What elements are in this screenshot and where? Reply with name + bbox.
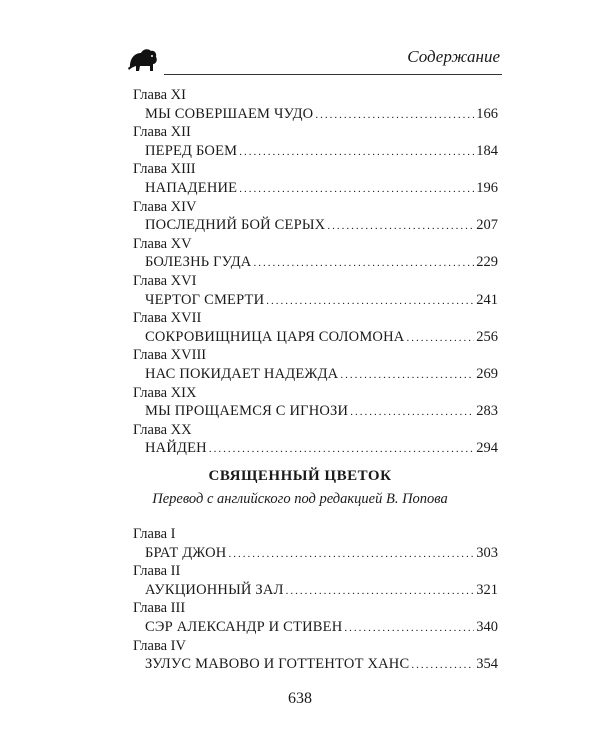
chapter-label: Глава XIII <box>133 161 196 178</box>
chapter-label: Глава XX <box>133 421 192 438</box>
toc-entry <box>133 253 498 272</box>
dot-leader <box>327 217 474 236</box>
entry-page: 166 <box>476 105 498 122</box>
entry-page: 256 <box>476 328 498 345</box>
entry-title: ПОСЛЕДНИЙ БОЙ СЕРЫХ <box>145 217 326 234</box>
entry-page: 241 <box>476 291 498 308</box>
entry-page: 354 <box>476 656 498 673</box>
entry-page: 294 <box>476 440 498 457</box>
chapter-label: Глава XIV <box>133 198 197 215</box>
chapter-label: Глава XI <box>133 87 186 103</box>
dot-leader <box>266 292 474 311</box>
dot-leader <box>344 619 474 638</box>
toc-entry <box>133 618 498 637</box>
entry-title: МЫ СОВЕРШАЕМ ЧУДО <box>145 105 314 122</box>
entry-page: 340 <box>476 618 498 635</box>
section-title: СВЯЩЕННЫЙ ЦВЕТОК <box>208 468 392 484</box>
entry-title: БОЛЕЗНЬ ГУДА <box>145 254 252 271</box>
running-header <box>124 40 502 80</box>
entry-title: СОКРОВИЩНИЦА ЦАРЯ СОЛОМОНА <box>145 328 405 345</box>
dot-leader <box>340 366 474 385</box>
toc-entry <box>133 179 498 198</box>
toc-entry <box>133 402 498 421</box>
dot-leader <box>315 106 474 125</box>
dot-leader <box>411 656 474 675</box>
entry-page: 269 <box>476 365 498 382</box>
entry-title: ЧЕРТОГ СМЕРТИ <box>145 291 265 308</box>
entry-title: АУКЦИОННЫЙ ЗАЛ <box>145 581 284 598</box>
entry-title: ПЕРЕД БОЕМ <box>145 142 238 159</box>
entry-title: НАС ПОКИДАЕТ НАДЕЖДА <box>145 365 339 382</box>
toc-entry <box>133 365 498 384</box>
toc-list-2 <box>133 525 498 674</box>
entry-title: НАЙДЕН <box>145 440 207 457</box>
toc-entry <box>133 655 498 674</box>
chapter-label: Глава XVI <box>133 272 197 289</box>
page-number: 638 <box>288 690 312 707</box>
entry-page: 207 <box>476 217 498 234</box>
toc-entry <box>133 291 498 310</box>
entry-page: 196 <box>476 179 498 196</box>
dot-leader <box>228 545 474 564</box>
chapter-label: Глава IV <box>133 637 186 654</box>
chapter-label: Глава XII <box>133 124 191 141</box>
section-subtitle: Перевод с английского под редакцией В. Попова <box>152 491 448 507</box>
dot-leader <box>239 180 474 199</box>
toc-entry <box>133 581 498 600</box>
entry-title: МЫ ПРОЩАЕМСЯ С ИГНОЗИ <box>145 403 349 420</box>
toc-entry <box>133 439 498 458</box>
entry-page: 321 <box>476 581 498 598</box>
dot-leader <box>239 143 474 162</box>
entry-page: 184 <box>476 142 498 159</box>
dot-leader <box>350 403 474 422</box>
entry-page: 283 <box>476 403 498 420</box>
dot-leader <box>209 440 474 459</box>
chapter-label: Глава XIX <box>133 384 197 401</box>
dot-leader <box>406 329 474 348</box>
header-title: Содержание <box>407 47 500 66</box>
chapter-label: Глава XV <box>133 235 192 252</box>
entry-title: НАПАДЕНИЕ <box>145 179 238 196</box>
chapter-label: Глава XVII <box>133 310 202 327</box>
toc-list-1 <box>133 86 498 458</box>
chapter-label: Глава I <box>133 526 176 542</box>
entry-page: 229 <box>476 254 498 271</box>
chapter-label: Глава III <box>133 600 186 617</box>
entry-title: СЭР АЛЕКСАНДР И СТИВЕН <box>145 618 343 635</box>
header-rule <box>164 74 502 75</box>
toc-entry <box>133 328 498 347</box>
chapter-label: Глава XVIII <box>133 347 207 364</box>
toc-entry <box>133 544 498 563</box>
toc-entry <box>133 216 498 235</box>
dot-leader <box>253 254 474 273</box>
toc-entry <box>133 142 498 161</box>
entry-page: 303 <box>476 544 498 561</box>
entry-title: ЗУЛУС МАВОВО И ГОТТЕНТОТ ХАНС <box>145 656 410 673</box>
dot-leader <box>286 582 475 601</box>
entry-title: БРАТ ДЖОН <box>145 544 227 561</box>
chapter-label: Глава II <box>133 563 181 580</box>
lion-icon <box>126 44 162 74</box>
toc-entry <box>133 105 498 124</box>
